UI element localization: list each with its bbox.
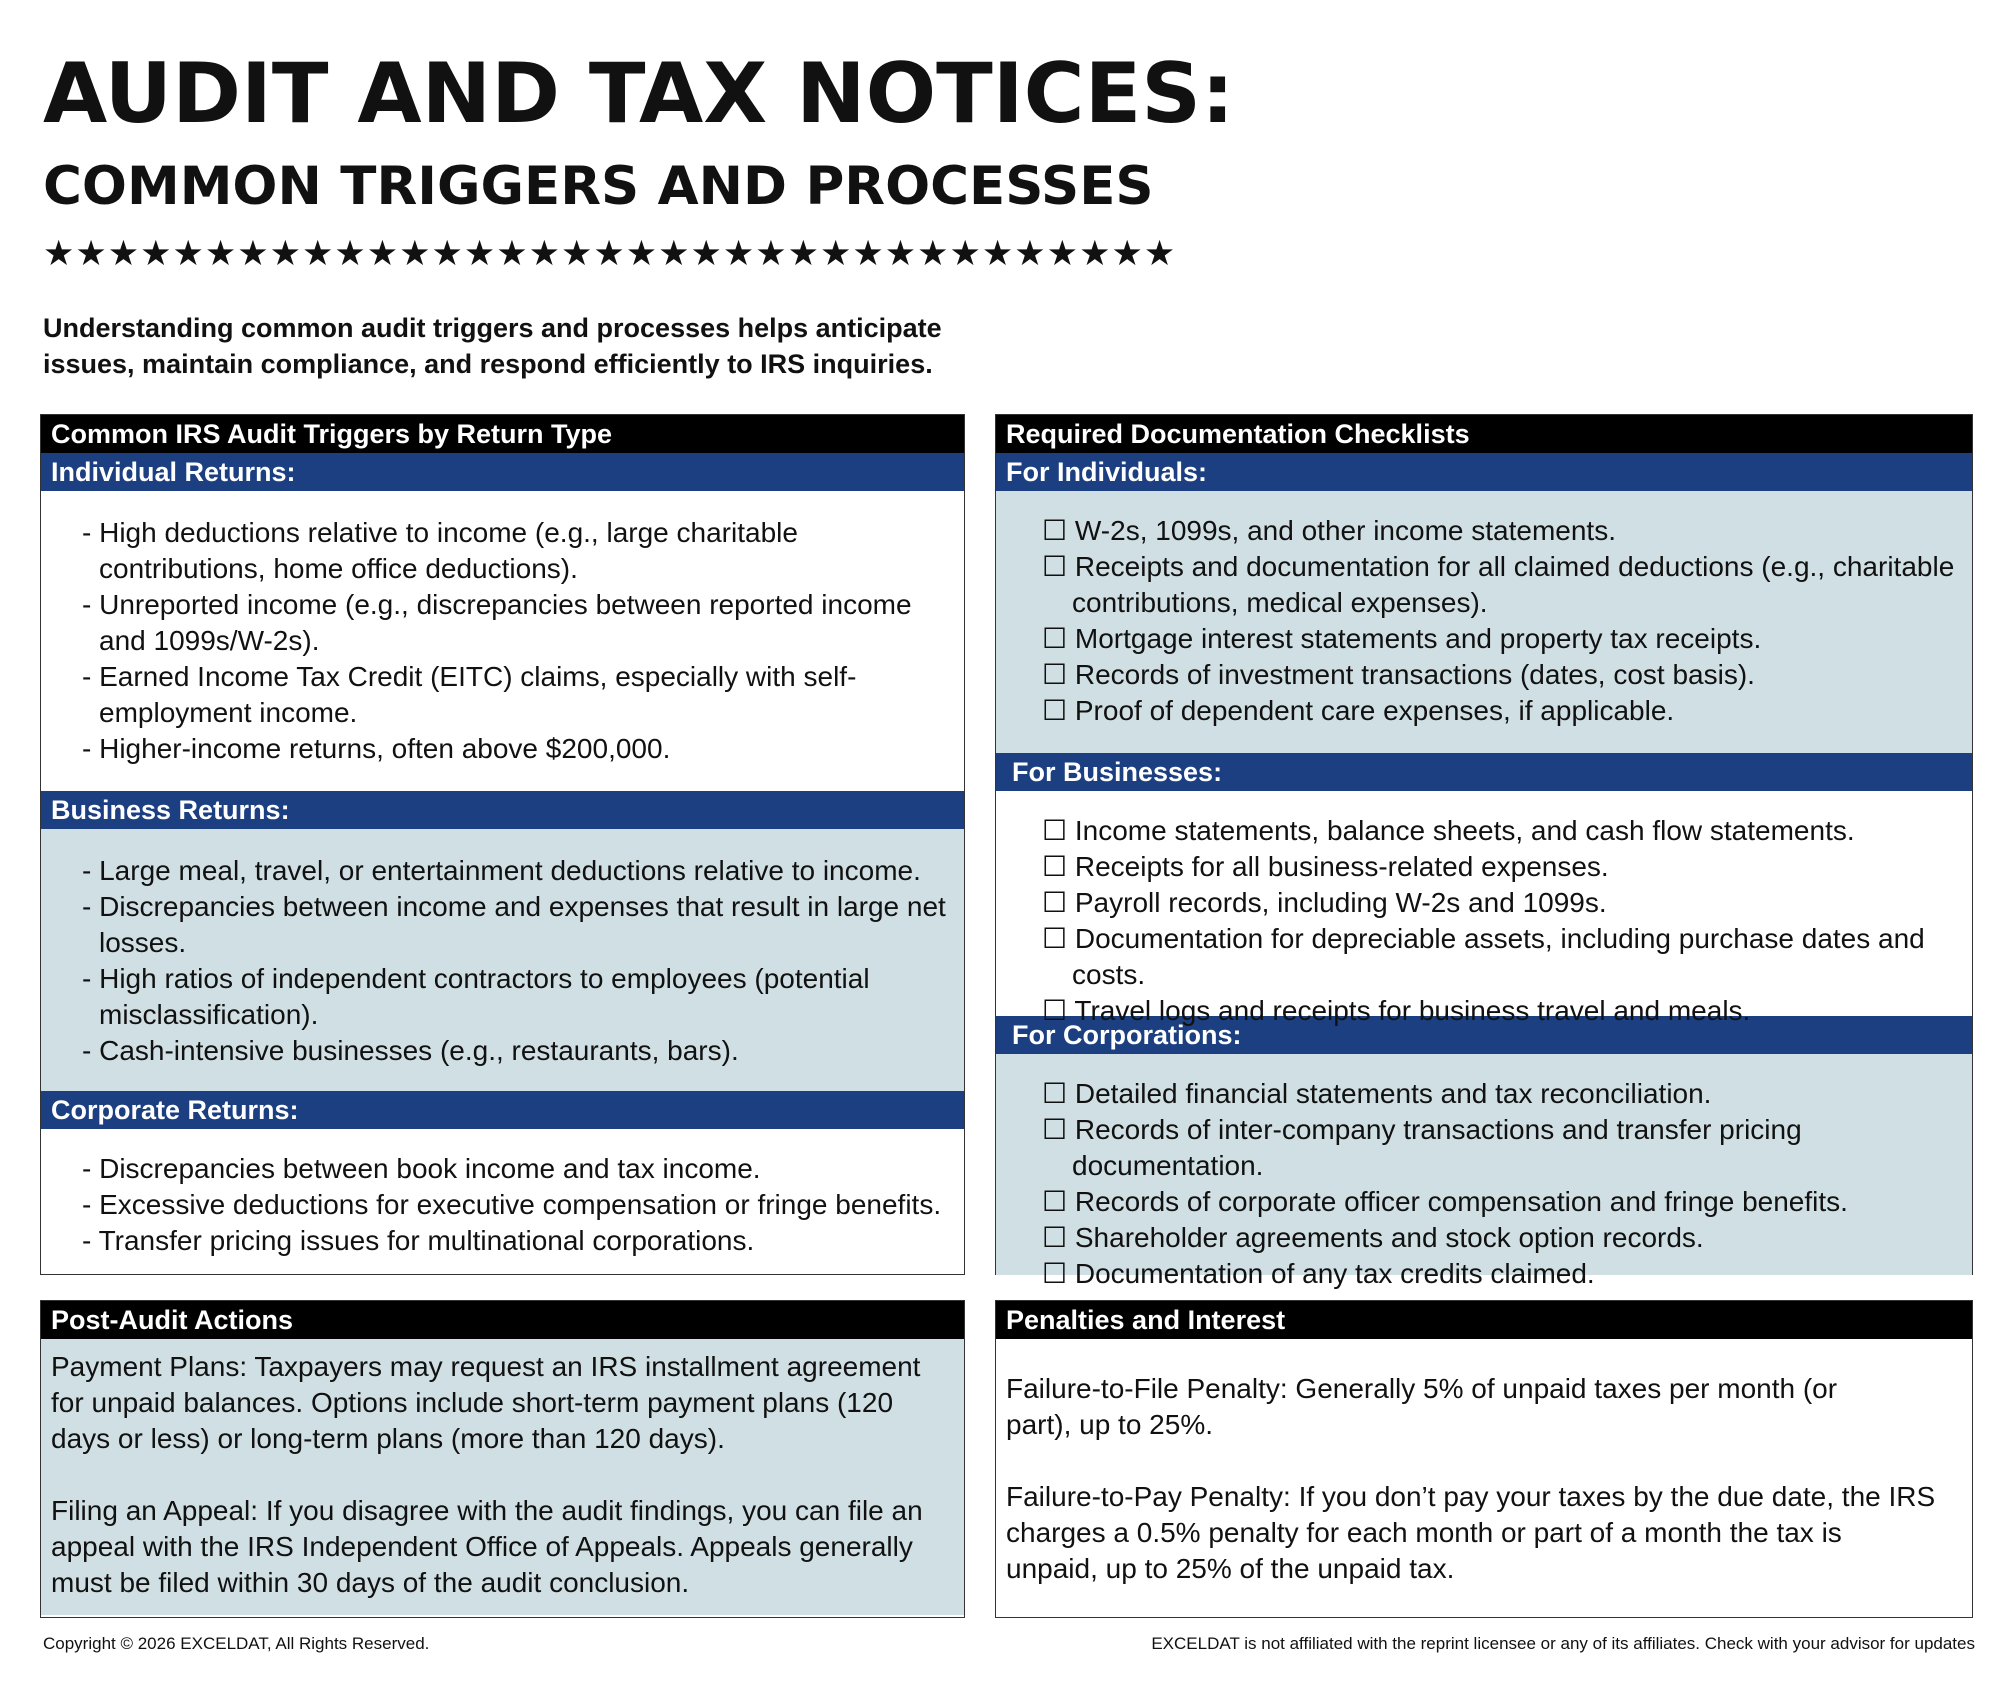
checklist-item: ☐ Records of inter-company transactions and transfer pricing documentation. bbox=[1042, 1114, 1802, 1181]
post-audit-actions-title: Post-Audit Actions bbox=[41, 1301, 964, 1339]
list-item: - Discrepancies between income and expenses that result in large net losses. bbox=[82, 891, 946, 958]
checklist-item: ☐ Documentation for depreciable assets, including purchase dates and costs. bbox=[1042, 923, 1925, 990]
checklist-item: ☐ Payroll records, including W-2s and 1099s. bbox=[1042, 887, 1607, 918]
for-individuals-header: For Individuals: bbox=[996, 453, 1972, 491]
for-businesses-checklist bbox=[1018, 813, 1972, 1029]
filing-appeal-paragraph: Filing an Appeal: If you disagree with the audit findings, you can file an appeal with the IRS Independent Office of Appeals. Appeals generally must be filed within 30 days of the audit conclusion. bbox=[51, 1495, 923, 1598]
corporate-returns-header: Corporate Returns: bbox=[41, 1091, 964, 1129]
audit-triggers-panel bbox=[40, 414, 965, 1275]
penalties-interest-body bbox=[996, 1339, 1972, 1615]
business-returns-list bbox=[69, 853, 964, 1069]
checklist-item: ☐ Records of corporate officer compensation and fringe benefits. bbox=[1042, 1186, 1848, 1217]
checklist-item: ☐ Documentation of any tax credits claimed. bbox=[1042, 1258, 1595, 1289]
affiliation-disclaimer: EXCELDAT is not affiliated with the reprint licensee or any of its affiliates. Check with your advisor for updates bbox=[1151, 1634, 1975, 1653]
for-individuals-block bbox=[996, 491, 1972, 753]
post-audit-actions-panel bbox=[40, 1300, 965, 1618]
for-businesses-header: For Businesses: bbox=[996, 753, 1972, 791]
corporate-returns-list bbox=[69, 1151, 964, 1259]
star-divider: ★★★★★★★★★★★★★★★★★★★★★★★★★★★★★★★★★★★ bbox=[43, 234, 1177, 273]
business-returns-block bbox=[41, 829, 964, 1091]
checklist-item: ☐ Detailed financial statements and tax reconciliation. bbox=[1042, 1078, 1712, 1109]
list-item: - High deductions relative to income (e.g., large charitable contributions, home office deductions). bbox=[82, 517, 798, 584]
for-businesses-block bbox=[996, 791, 1972, 1026]
individual-returns-header: Individual Returns: bbox=[41, 453, 964, 491]
payment-plans-paragraph: Payment Plans: Taxpayers may request an IRS installment agreement for unpaid balances. Options include short-term payment plans (120 days or less) or long-term plans (more than 120 days). bbox=[51, 1351, 921, 1454]
page-title: AUDIT AND TAX NOTICES: bbox=[43, 45, 1235, 142]
failure-to-file-paragraph: Failure-to-File Penalty: Generally 5% of unpaid taxes per month (or part), up to 25%. bbox=[1006, 1373, 1838, 1440]
corporate-returns-block bbox=[41, 1129, 964, 1275]
list-item: - Earned Income Tax Credit (EITC) claims, especially with self-employment income. bbox=[82, 661, 857, 728]
individual-returns-list bbox=[69, 515, 964, 767]
documentation-checklists-panel bbox=[995, 414, 1973, 1289]
list-item: - Transfer pricing issues for multinational corporations. bbox=[82, 1225, 755, 1256]
for-corporations-block bbox=[996, 1054, 1972, 1289]
list-item: - High ratios of independent contractors to employees (potential misclassification). bbox=[82, 963, 870, 1030]
copyright-notice: Copyright © 2026 EXCELDAT, All Rights Reserved. bbox=[43, 1634, 430, 1653]
checklist-item: ☐ Income statements, balance sheets, and cash flow statements. bbox=[1042, 815, 1855, 846]
documentation-checklists-title: Required Documentation Checklists bbox=[996, 415, 1972, 453]
post-audit-actions-body bbox=[41, 1339, 964, 1615]
list-item: - Large meal, travel, or entertainment deductions relative to income. bbox=[82, 855, 921, 886]
penalties-interest-panel bbox=[995, 1300, 1973, 1618]
for-individuals-checklist bbox=[1018, 513, 1972, 729]
list-item: - Higher-income returns, often above $200,000. bbox=[82, 733, 671, 764]
checklist-item: ☐ Proof of dependent care expenses, if applicable. bbox=[1042, 695, 1675, 726]
for-corporations-header: For Corporations: bbox=[996, 1016, 1972, 1054]
checklist-item: ☐ Receipts and documentation for all claimed deductions (e.g., charitable contributions, medical expenses). bbox=[1042, 551, 1955, 618]
checklist-item: ☐ Travel logs and receipts for business travel and meals. bbox=[1042, 995, 1751, 1026]
list-item: - Excessive deductions for executive compensation or fringe benefits. bbox=[82, 1189, 942, 1220]
list-item: - Cash-intensive businesses (e.g., restaurants, bars). bbox=[82, 1035, 739, 1066]
audit-triggers-title: Common IRS Audit Triggers by Return Type bbox=[41, 415, 964, 453]
intro-text: Understanding common audit triggers and processes helps anticipate issues, maintain compliance, and respond efficiently to IRS inquiries. bbox=[43, 313, 942, 379]
checklist-item: ☐ Receipts for all business-related expenses. bbox=[1042, 851, 1609, 882]
checklist-item: ☐ Records of investment transactions (dates, cost basis). bbox=[1042, 659, 1755, 690]
individual-returns-block bbox=[41, 491, 964, 791]
page-subtitle: COMMON TRIGGERS AND PROCESSES bbox=[43, 156, 1154, 217]
penalties-interest-title: Penalties and Interest bbox=[996, 1301, 1972, 1339]
failure-to-pay-paragraph: Failure-to-Pay Penalty: If you don’t pay your taxes by the due date, the IRS charges a 0.5% penalty for each month or part of a month the tax is unpaid, up to 25% of the unpaid tax. bbox=[1006, 1481, 1936, 1584]
checklist-item: ☐ Mortgage interest statements and property tax receipts. bbox=[1042, 623, 1762, 654]
business-returns-header: Business Returns: bbox=[41, 791, 964, 829]
checklist-item: ☐ W-2s, 1099s, and other income statements. bbox=[1042, 515, 1616, 546]
list-item: - Discrepancies between book income and tax income. bbox=[82, 1153, 761, 1184]
checklist-item: ☐ Shareholder agreements and stock option records. bbox=[1042, 1222, 1704, 1253]
for-corporations-checklist bbox=[1018, 1076, 1972, 1292]
list-item: - Unreported income (e.g., discrepancies between reported income and 1099s/W-2s). bbox=[82, 589, 912, 656]
